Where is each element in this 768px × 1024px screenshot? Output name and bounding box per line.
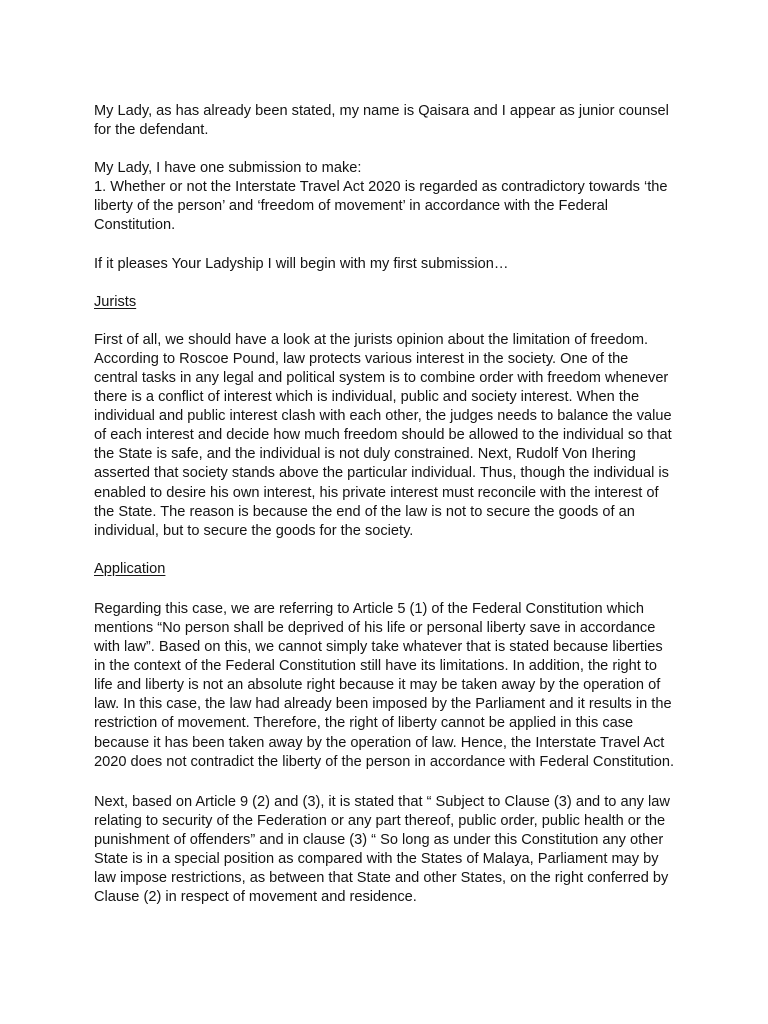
application-heading: Application (94, 560, 166, 577)
begin-paragraph: If it pleases Your Ladyship I will begin with my first submission… (94, 255, 509, 272)
jurists-heading: Jurists (94, 293, 137, 310)
article9-paragraph: Next, based on Article 9 (2) and (3), it is stated that “ Subject to Clause (3) and to any law relating to security of the Federation or any part thereof, public order, public health or the punishment of offenders” and in clause (3) “ So long as under this Constitution any other State is in a special position as compared with the States of Malaya, Parliament may by law impose restrictions, as between that State and other States, on the right conferred by Clause (2) in respect of movement and residence. (94, 793, 670, 906)
intro-paragraph: My Lady, as has already been stated, my name is Qaisara and I appear as junior counsel for the defendant. (94, 103, 669, 139)
application-paragraph: Regarding this case, we are referring to Article 5 (1) of the Federal Constitution which mentions “No person shall be deprived of his life or personal liberty save in accordance with law”. Based on this, we cannot simply take whatever that is stated because liberties in the context of the Federal Constitution still have its limitations. In addition, the right to life and liberty is not an absolute right because it may be taken away by the operation of law. In this case, the law had already been imposed by the Parliament and it results in the restriction of movement. Therefore, the right of liberty cannot be applied in this case because it has been taken away by the operation of law. Hence, the Interstate Travel Act 2020 does not contradict the liberty of the person in accordance with Federal Constitution. (94, 600, 675, 770)
document-page (94, 102, 676, 907)
submission-intro: My Lady, I have one submission to make: (94, 160, 362, 177)
submission-item: 1. Whether or not the Interstate Travel Act 2020 is regarded as contradictory towards ‘the liberty of the person’ and ‘freedom of movement’ in accordance with the Federal Constitution. (94, 179, 668, 234)
jurists-paragraph: First of all, we should have a look at the jurists opinion about the limitation of freedom. According to Roscoe Pound, law protects various interest in the society. One of the central tasks in any legal and political system is to combine order with freedom whenever there is a conflict of interest which is individual, public and society interest. When the individual and public interest clash with each other, the judges needs to balance the value of each interest and decide how much freedom should be allowed to the individual so that the State is safe, and the individual is not duly constrained. Next, Rudolf Von Ihering asserted that society stands above the particular individual. Thus, though the individual is enabled to desire his own interest, his private interest must reconcile with the interest of the State. The reason is because the end of the law is not to secure the goods of an individual, but to secure the goods for the society. (94, 331, 672, 539)
